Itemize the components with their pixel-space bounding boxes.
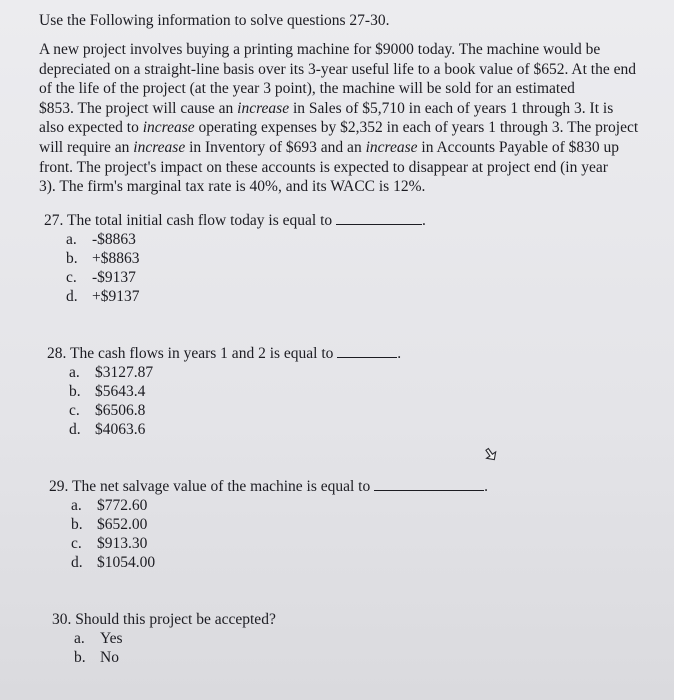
problem-paragraph (39, 40, 669, 197)
option-item[interactable]: d. $4063.6 (69, 421, 146, 438)
answer-blank (337, 345, 397, 358)
paragraph-line: of the life of the project (at the year 3 point), the machine will be sold for an estimated (39, 80, 575, 98)
option-list (71, 496, 488, 572)
option-item[interactable]: d. $1054.00 (71, 554, 156, 571)
option-item[interactable]: b. $5643.4 (69, 383, 146, 400)
option-item[interactable]: b. +$8863 (66, 250, 140, 267)
option-item[interactable]: c. $913.30 (71, 535, 148, 552)
question-stem: 28. The cash flows in years 1 and 2 is equal to . (47, 345, 402, 362)
option-item[interactable]: b. $652.00 (71, 516, 148, 533)
paragraph-line: $853. The project will cause an increase in Sales of $5,710 in each of years 1 through 3. It is (39, 99, 614, 117)
emphasis-word: increase (237, 99, 290, 117)
question-stem: 29. The net salvage value of the machine is equal to . (49, 478, 488, 495)
question-28 (47, 345, 401, 439)
option-item[interactable]: c. $6506.8 (69, 402, 146, 419)
option-item[interactable]: c. -$9137 (66, 269, 136, 286)
mouse-pointer-icon (483, 446, 499, 467)
question-29 (49, 478, 488, 572)
answer-blank (336, 212, 422, 225)
option-item[interactable]: a. -$8863 (66, 231, 136, 248)
paragraph-line: 3). The firm's marginal tax rate is 40%, and its WACC is 12%. (39, 178, 426, 196)
paragraph-line: depreciated on a straight-line basis over its 3-year useful life to a book value of $652. At the end (39, 60, 636, 78)
emphasis-word: increase (142, 119, 195, 137)
option-item[interactable]: a. $772.60 (71, 497, 148, 514)
option-list (74, 629, 276, 667)
paragraph-line: front. The project's impact on these accounts is expected to disappear at project end (in year (39, 158, 608, 176)
answer-blank (374, 478, 484, 491)
intro-line: Use the Following information to solve questions 27-30. (39, 12, 390, 29)
question-stem: 27. The total initial cash flow today is equal to . (44, 212, 426, 229)
question-stem: 30. Should this project be accepted? (52, 611, 276, 628)
paragraph-line: also expected to increase operating expenses by $2,352 in each of years 1 through 3. The project (39, 119, 639, 137)
emphasis-word: increase (365, 138, 418, 156)
option-item[interactable]: b. No (74, 649, 119, 666)
option-item[interactable]: d. +$9137 (66, 288, 140, 305)
option-item[interactable]: a. $3127.87 (69, 364, 154, 381)
emphasis-word: increase (133, 138, 186, 156)
question-30 (52, 611, 276, 667)
paragraph-line: A new project involves buying a printing machine for $9000 today. The machine would be (39, 41, 601, 58)
question-27 (44, 212, 426, 306)
option-list (69, 363, 401, 439)
option-item[interactable]: a. Yes (74, 630, 123, 647)
option-list (66, 230, 426, 306)
paragraph-line: will require an increase in Inventory of $693 and an increase in Accounts Payable of $830 up (39, 138, 619, 156)
